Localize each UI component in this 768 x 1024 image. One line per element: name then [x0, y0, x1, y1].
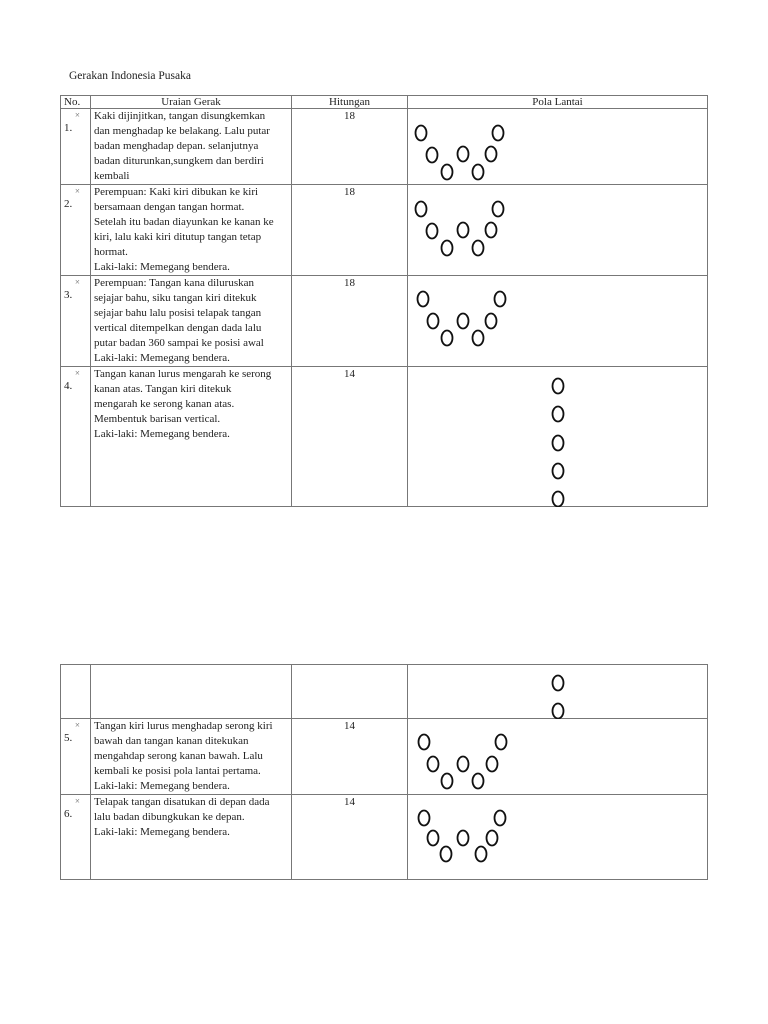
continuation-row — [61, 665, 708, 719]
close-icon: × — [74, 186, 80, 196]
dancer-position-circle — [458, 314, 469, 329]
dancer-position-circle — [486, 223, 497, 238]
dancer-position-circle — [493, 202, 504, 217]
floor-pattern-cell — [408, 719, 708, 795]
description-line: Setelah itu badan diayunkan ke kanan ke — [94, 216, 274, 228]
movement-description — [91, 795, 292, 880]
close-icon: × — [74, 110, 80, 120]
dancer-position-circle — [428, 314, 439, 329]
count-value: 18 — [292, 185, 408, 276]
dancer-position-circle — [428, 831, 439, 846]
dancer-position-circle — [442, 331, 453, 346]
table-header-row — [61, 96, 708, 109]
description-line: kiri, lalu kaki kiri ditutup tangan tetap — [94, 231, 262, 243]
dancer-position-circle — [553, 407, 564, 422]
description-line: kembali ke posisi pola lantai pertama. — [94, 765, 261, 777]
description-line: Tangan kiri lurus menghadap serong kiri — [94, 720, 273, 732]
close-icon: × — [74, 796, 80, 806]
floor-pattern-diagram — [408, 109, 706, 185]
count-value: 18 — [292, 109, 408, 185]
dancer-position-circle — [458, 757, 469, 772]
description-line: Laki-laki: Memegang bendera. — [94, 826, 230, 838]
row-number-cell — [61, 109, 91, 185]
movement-description — [91, 367, 292, 507]
description-line: Telapak tangan disatukan di depan dada — [94, 796, 270, 808]
description-line: Kaki dijinjitkan, tangan disungkemkan — [94, 110, 266, 122]
description-line: putar badan 360 sampai ke posisi awal — [94, 337, 264, 349]
dancer-position-circle — [473, 241, 484, 256]
description-line: kembali — [94, 170, 130, 182]
dancer-position-circle — [419, 735, 430, 750]
dancer-position-circle — [473, 165, 484, 180]
dancer-position-circle — [493, 126, 504, 141]
row-number: 4. — [64, 380, 73, 392]
dancer-position-circle — [553, 704, 564, 719]
description-line: badan menghadap depan. selanjutnya — [94, 140, 259, 152]
table-row — [61, 185, 708, 276]
row-number: 3. — [64, 289, 73, 301]
movement-description — [91, 276, 292, 367]
dancer-position-circle — [496, 735, 507, 750]
description-line: Laki-laki: Memegang bendera. — [94, 780, 230, 792]
dancer-position-circle — [419, 811, 430, 826]
description-line: vertical ditempelkan dengan dada lalu — [94, 322, 262, 334]
row-number-cell — [61, 276, 91, 367]
floor-pattern-continued — [408, 665, 708, 719]
dancer-position-circle — [418, 292, 429, 307]
dancer-position-circle — [473, 774, 484, 789]
row-number: 1. — [64, 122, 73, 134]
description-line: kanan atas. Tangan kiri ditekuk — [94, 383, 232, 395]
floor-pattern-cell — [408, 185, 708, 276]
floor-pattern-diagram — [408, 185, 706, 274]
dancer-position-circle — [495, 811, 506, 826]
dancer-position-circle — [458, 831, 469, 846]
description-line: mengahdap serong kanan bawah. Lalu — [94, 750, 263, 762]
movement-description — [91, 185, 292, 276]
dancer-position-circle — [486, 314, 497, 329]
close-icon: × — [74, 368, 80, 378]
dancer-position-circle — [442, 165, 453, 180]
dancer-position-circle — [416, 126, 427, 141]
description-line: sejajar bahu, siku tangan kiri ditekuk — [94, 292, 257, 304]
floor-pattern-diagram — [408, 367, 706, 507]
close-icon: × — [74, 277, 80, 287]
dancer-position-circle — [553, 676, 564, 691]
description-line: Perempuan: Kaki kiri dibukan ke kiri — [94, 186, 259, 198]
dancer-position-circle — [442, 241, 453, 256]
dancer-position-circle — [553, 464, 564, 479]
floor-pattern-cell — [408, 795, 708, 880]
header-hitungan: Hitungan — [292, 96, 408, 109]
floor-pattern-diagram — [408, 665, 706, 719]
header-no: No. — [61, 96, 91, 109]
description-line: Laki-laki: Memegang bendera. — [94, 428, 230, 440]
description-line: Laki-laki: Memegang bendera. — [94, 352, 230, 364]
dancer-position-circle — [476, 847, 487, 862]
movement-description — [91, 109, 292, 185]
row-number-cell — [61, 719, 91, 795]
description-line: Membentuk barisan vertical. — [94, 413, 221, 425]
dancer-position-circle — [553, 379, 564, 394]
floor-pattern-cell — [408, 276, 708, 367]
dancer-position-circle — [416, 202, 427, 217]
floor-pattern-diagram — [408, 276, 706, 365]
table-row — [61, 795, 708, 880]
floor-pattern-diagram — [408, 795, 706, 880]
description-line: hormat. — [94, 246, 128, 258]
dancer-position-circle — [427, 224, 438, 239]
description-line: sejajar bahu lalu posisi telapak tangan — [94, 307, 262, 319]
floor-pattern-diagram — [408, 719, 706, 794]
dancer-position-circle — [428, 757, 439, 772]
dancer-position-circle — [553, 436, 564, 451]
dancer-position-circle — [442, 774, 453, 789]
movement-description — [91, 719, 292, 795]
header-pola: Pola Lantai — [408, 96, 708, 109]
row-number: 5. — [64, 732, 73, 744]
description-line: lalu badan dibungkukan ke depan. — [94, 811, 245, 823]
description-line: Laki-laki: Memegang bendera. — [94, 261, 230, 273]
count-value: 14 — [292, 719, 408, 795]
floor-pattern-cell — [408, 367, 708, 507]
table-row — [61, 109, 708, 185]
movement-table-page-2 — [60, 664, 708, 880]
dancer-position-circle — [441, 847, 452, 862]
table-row — [61, 276, 708, 367]
header-uraian: Uraian Gerak — [91, 96, 292, 109]
dancer-position-circle — [427, 148, 438, 163]
count-value: 14 — [292, 367, 408, 507]
description-line: mengarah ke serong kanan atas. — [94, 398, 235, 410]
dancer-position-circle — [487, 757, 498, 772]
row-number-cell — [61, 185, 91, 276]
description-line: bersamaan dengan tangan hormat. — [94, 201, 245, 213]
close-icon: × — [74, 720, 80, 730]
dancer-position-circle — [473, 331, 484, 346]
description-line: badan diturunkan,sungkem dan berdiri — [94, 155, 264, 167]
movement-table-page-1 — [60, 95, 708, 507]
dancer-position-circle — [487, 831, 498, 846]
row-number-cell — [61, 367, 91, 507]
description-line: dan menghadap ke belakang. Lalu putar — [94, 125, 270, 137]
description-line: Perempuan: Tangan kana diluruskan — [94, 277, 255, 289]
dancer-position-circle — [458, 147, 469, 162]
count-value: 14 — [292, 795, 408, 880]
row-number: 6. — [64, 808, 73, 820]
document-title: Gerakan Indonesia Pusaka — [69, 70, 191, 82]
row-number: 2. — [64, 198, 73, 210]
floor-pattern-cell — [408, 109, 708, 185]
table-row — [61, 719, 708, 795]
dancer-position-circle — [458, 223, 469, 238]
count-value: 18 — [292, 276, 408, 367]
table-row — [61, 367, 708, 507]
description-line: bawah dan tangan kanan ditekukan — [94, 735, 249, 747]
description-line: Tangan kanan lurus mengarah ke serong — [94, 368, 272, 380]
dancer-position-circle — [495, 292, 506, 307]
row-number-cell — [61, 795, 91, 880]
dancer-position-circle — [486, 147, 497, 162]
dancer-position-circle — [553, 492, 564, 507]
